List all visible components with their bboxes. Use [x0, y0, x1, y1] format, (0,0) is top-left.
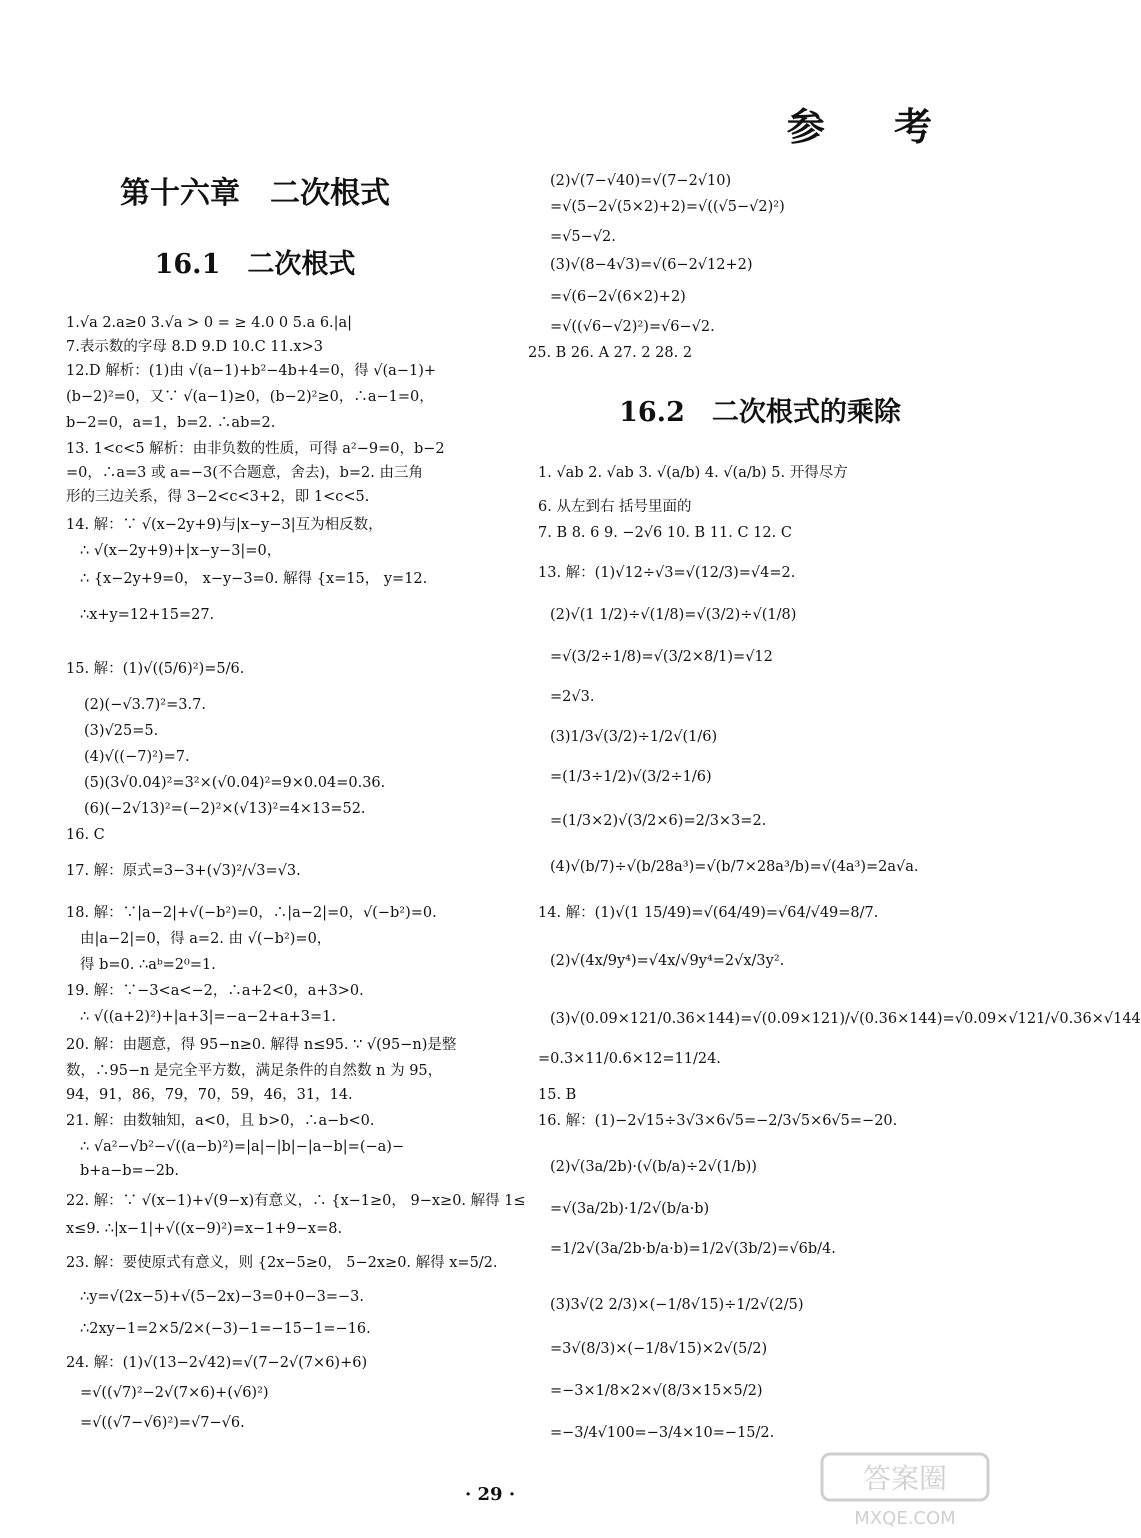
- answer-left-line: 17. 解：原式=3−3+(√3)²/√3=√3.: [66, 863, 301, 879]
- answer-left-line: ∴2xy−1=2×5/2×(−3)−1=−15−1=−16.: [80, 1321, 371, 1337]
- answer-right-line: =√(3/2÷1/8)=√(3/2×8/1)=√12: [550, 649, 773, 665]
- answer-right-line: (2)√(7−√40)=√(7−2√10): [550, 173, 732, 189]
- answer-left-line: ∴y=√(2x−5)+√(5−2x)−3=0+0−3=−3.: [80, 1289, 365, 1305]
- section-title-16-1: 16.1 二次根式: [154, 249, 356, 280]
- answer-left-line: =0，∴a=3 或 a=−3(不合题意，舍去)，b=2. 由三角: [66, 465, 423, 481]
- answer-left-line: (3)√25=5.: [84, 723, 159, 739]
- answer-right-line: =√(6−2√(6×2)+2): [550, 289, 686, 305]
- answer-left-line: 24. 解：(1)√(13−2√42)=√(7−2√(7×6)+6): [66, 1355, 368, 1371]
- answer-right-line: =(1/3×2)√(3/2×6)=2/3×3=2.: [550, 813, 767, 829]
- answer-right-line: (3)√(0.09×121/0.36×144)=√(0.09×121)/√(0.36×144)=√0.09×√121/√0.36×√144: [550, 1011, 1141, 1027]
- answer-right-line: (2)√(1 1/2)÷√(1/8)=√(3/2)÷√(1/8): [550, 607, 797, 623]
- chapter-title: 第十六章 二次根式: [120, 176, 390, 211]
- answer-left-line: (6)(−2√13)²=(−2)²×(√13)²=4×13=52.: [84, 801, 366, 817]
- answer-left-line: ∴ {x−2y+9=0， x−y−3=0. 解得 {x=15， y=12.: [80, 571, 428, 587]
- answer-left-line: 14. 解：∵ √(x−2y+9)与|x−y−3|互为相反数，: [66, 517, 383, 533]
- answer-left-line: ∴ √a²−√b²−√((a−b)²)=|a|−|b|−|a−b|=(−a)−: [80, 1139, 405, 1155]
- answer-left-line: b−2=0，a=1，b=2. ∴ab=2.: [66, 415, 276, 431]
- answer-right-line: 16. 解：(1)−2√15÷3√3×6√5=−2/3√5×6√5=−20.: [538, 1113, 898, 1129]
- watermark-logo: [820, 1452, 990, 1532]
- answer-left-line: 得 b=0. ∴aᵇ=2⁰=1.: [80, 957, 216, 973]
- answer-right-line: (3)3√(2 2/3)×(−1/8√15)÷1/2√(2/5): [550, 1297, 804, 1313]
- answer-left-line: (4)√((−7)²)=7.: [84, 749, 190, 765]
- answer-right-line: (2)√(3a/2b)·(√(b/a)÷2√(1/b)): [550, 1159, 757, 1175]
- answer-left-line: 23. 解：要使原式有意义，则 {2x−5≥0， 5−2x≥0. 解得 x=5/2.: [66, 1255, 498, 1271]
- answer-right-line: 14. 解：(1)√(1 15/49)=√(64/49)=√64/√49=8/7.: [538, 905, 879, 921]
- answer-right-line: 7. B 8. 6 9. −2√6 10. B 11. C 12. C: [538, 525, 792, 541]
- answer-right-line: =√(3a/2b)·1/2√(b/a·b): [550, 1201, 710, 1217]
- answer-right-line: (2)√(4x/9y⁴)=√4x/√9y⁴=2√x/3y².: [550, 953, 785, 969]
- answer-right-line: (3)1/3√(3/2)÷1/2√(1/6): [550, 729, 718, 745]
- answer-right-line: =3√(8/3)×(−1/8√15)×2√(5/2): [550, 1341, 768, 1357]
- answer-right-line: =√((√6−√2)²)=√6−√2.: [550, 319, 715, 335]
- answer-left-line: 形的三边关系，得 3−2<c<3+2，即 1<c<5.: [66, 489, 370, 505]
- answer-left-line: (2)(−√3.7)²=3.7.: [84, 697, 206, 713]
- answer-left-line: 数，∴95−n 是完全平方数，满足条件的自然数 n 为 95，: [66, 1063, 443, 1079]
- answer-right-line: (4)√(b/7)÷√(b/28a³)=√(b/7×28a³/b)=√(4a³)=2a√a.: [550, 859, 919, 875]
- answer-left-line: 21. 解：由数轴知，a<0，且 b>0，∴a−b<0.: [66, 1113, 375, 1129]
- answer-left-line: 7.表示数的字母 8.D 9.D 10.C 11.x>3: [66, 339, 323, 355]
- answer-right-line: =√(5−2√(5×2)+2)=√((√5−√2)²): [550, 199, 785, 215]
- answer-right-line: (3)√(8−4√3)=√(6−2√12+2): [550, 257, 753, 273]
- answer-right-line: 6. 从左到右 括号里面的: [538, 499, 692, 515]
- answer-left-line: 20. 解：由题意，得 95−n≥0. 解得 n≤95. ∵ √(95−n)是整: [66, 1037, 457, 1053]
- answer-left-line: =√((√7−√6)²)=√7−√6.: [80, 1415, 245, 1431]
- answer-left-line: 由|a−2|=0，得 a=2. 由 √(−b²)=0，: [80, 931, 332, 947]
- answer-left-line: 1.√a 2.a≥0 3.√a > 0 = ≥ 4.0 0 5.a 6.|a|: [66, 315, 353, 331]
- answer-left-line: 18. 解：∵|a−2|+√(−b²)=0，∴|a−2|=0，√(−b²)=0.: [66, 905, 437, 921]
- svg-text:MXQE.COM: MXQE.COM: [854, 1508, 956, 1529]
- answer-right-line: 1. √ab 2. √ab 3. √(a/b) 4. √(a/b) 5. 开得尽方: [538, 465, 848, 481]
- svg-text:答案圈: 答案圈: [862, 1462, 948, 1495]
- answer-right-line: =−3/4√100=−3/4×10=−15/2.: [550, 1425, 775, 1441]
- answer-left-line: 22. 解：∵ √(x−1)+√(9−x)有意义，∴ {x−1≥0， 9−x≥0. 解得 1≤: [66, 1193, 526, 1209]
- answer-left-line: 94，91，86，79，70，59，46，31，14.: [66, 1087, 353, 1103]
- page-number: · 29 ·: [465, 1484, 516, 1505]
- answer-right-line: 15. B: [538, 1087, 577, 1103]
- answer-left-line: b+a−b=−2b.: [80, 1163, 179, 1179]
- answer-left-line: (b−2)²=0，又∵ √(a−1)≥0，(b−2)²≥0，∴a−1=0，: [66, 389, 434, 405]
- answer-right-line: =1/2√(3a/2b·b/a·b)=1/2√(3b/2)=√6b/4.: [550, 1241, 836, 1257]
- answer-right-line: =−3×1/8×2×√(8/3×15×5/2): [550, 1383, 763, 1399]
- answer-right-line: =0.3×11/0.6×12=11/24.: [538, 1051, 721, 1067]
- answer-left-line: 15. 解：(1)√((5/6)²)=5/6.: [66, 661, 245, 677]
- answer-right-line: =(1/3÷1/2)√(3/2÷1/6): [550, 769, 712, 785]
- answer-left-line: =√((√7)²−2√(7×6)+(√6)²): [80, 1385, 269, 1401]
- answer-left-line: 19. 解：∵−3<a<−2，∴a+2<0，a+3>0.: [66, 983, 364, 999]
- answer-left-line: 13. 1<c<5 解析：由非负数的性质，可得 a²−9=0，b−2: [66, 441, 445, 457]
- answer-left-line: ∴ √((a+2)²)+|a+3|=−a−2+a+3=1.: [80, 1009, 336, 1025]
- answer-right-line: =2√3.: [550, 689, 595, 705]
- answer-right-line: =√5−√2.: [550, 229, 616, 245]
- section-title-16-2: 16.2 二次根式的乘除: [619, 397, 901, 428]
- answer-right-line: 25. B 26. A 27. 2 28. 2: [528, 345, 693, 361]
- answer-right-line: 13. 解：(1)√12÷√3=√(12/3)=√4=2.: [538, 565, 796, 581]
- answer-left-line: x≤9. ∴|x−1|+√((x−9)²)=x−1+9−x=8.: [66, 1221, 343, 1237]
- answer-left-line: ∴ √(x−2y+9)+|x−y−3|=0，: [80, 543, 282, 559]
- answer-left-line: ∴x+y=12+15=27.: [80, 607, 215, 623]
- answer-left-line: 12.D 解析：(1)由 √(a−1)+b²−4b+4=0，得 √(a−1)+: [66, 363, 436, 379]
- page-header: 参 考: [786, 104, 960, 149]
- answer-left-line: (5)(3√0.04)²=3²×(√0.04)²=9×0.04=0.36.: [84, 775, 386, 791]
- answer-left-line: 16. C: [66, 827, 105, 843]
